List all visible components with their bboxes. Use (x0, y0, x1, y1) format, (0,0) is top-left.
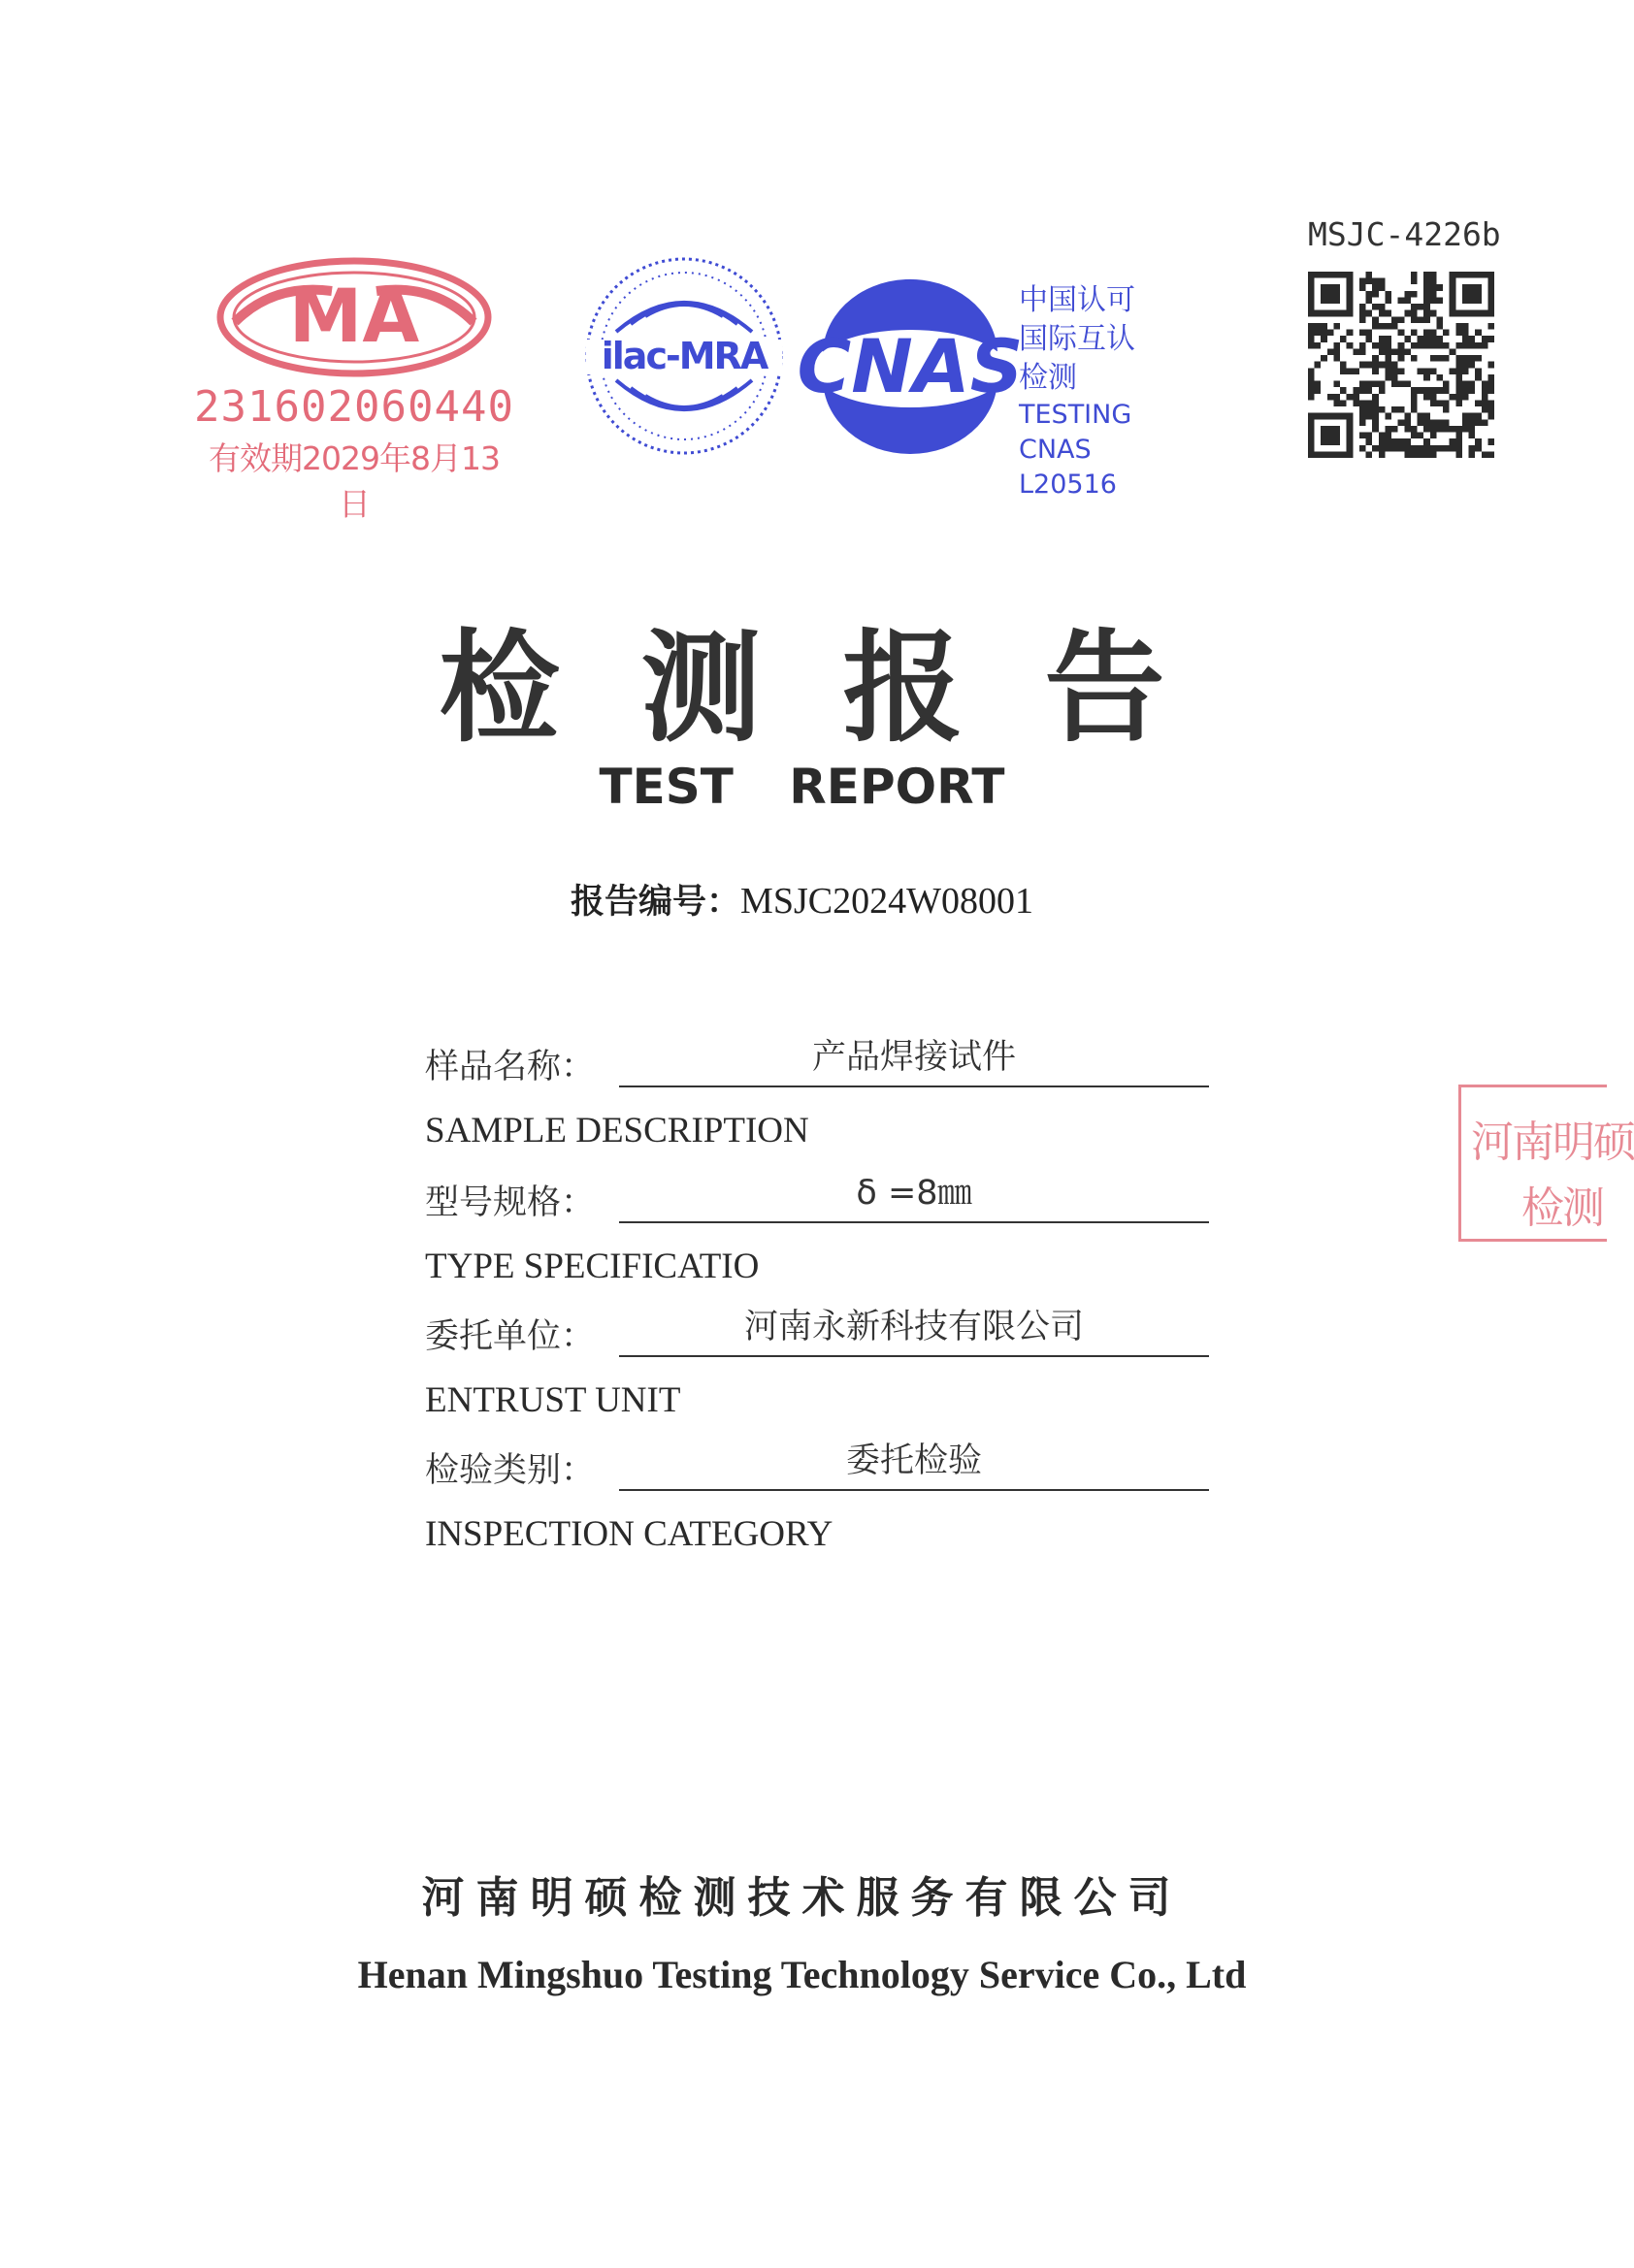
cnas-line-1: 中国认可 (1019, 283, 1135, 317)
report-number-label: 报告编号： (571, 883, 741, 922)
cnas-side-text (1019, 281, 1184, 502)
cma-logo-icon (215, 254, 493, 380)
company-name: 河南明硕检测技术服务有限公司 (421, 1873, 1183, 1923)
field-label-en: INSPECTION CATEGORY (425, 1514, 833, 1554)
field-label: 样品名称： (425, 1048, 596, 1086)
field-label: 委托单位： (425, 1317, 596, 1356)
qr-code-icon (1308, 272, 1494, 458)
cnas-line-5: CNAS L20516 (1019, 435, 1117, 500)
field-label-en: SAMPLE DESCRIPTION (425, 1111, 809, 1150)
company-name-en: Henan Mingshuo Testing Technology Service Co., Ltd (357, 1953, 1247, 1996)
field-underline (619, 1221, 1209, 1223)
page-title: 检测报告 (439, 618, 1247, 759)
ilac-text: ilac-MRA (601, 335, 768, 377)
cnas-line-4: TESTING (1019, 400, 1132, 430)
field-value: 产品焊接试件 (811, 1038, 1016, 1077)
field-label-en: ENTRUST UNIT (425, 1380, 681, 1420)
field-label: 检验类别： (425, 1451, 596, 1490)
cnas-line-2: 国际互认 (1019, 322, 1135, 356)
cma-validity: 有效期2029年8月13日 (209, 439, 500, 523)
seal-line-2: 检测 (1521, 1183, 1603, 1233)
field-value: δ =8㎜ (856, 1174, 972, 1213)
report-number (0, 875, 1604, 923)
field-value: 河南永新科技有限公司 (743, 1308, 1084, 1346)
field-underline (619, 1355, 1209, 1357)
field-value: 委托检验 (845, 1442, 982, 1480)
cma-logo-text: MA (288, 273, 420, 359)
document-code: MSJC-4226b (1308, 215, 1501, 253)
field-label-en: TYPE SPECIFICATIO (425, 1247, 760, 1286)
cnas-line-3: 检测 (1019, 361, 1077, 395)
ilac-mra-logo (582, 254, 786, 458)
field-underline (619, 1085, 1209, 1087)
cnas-text: CNAS (797, 323, 1024, 409)
report-number-value: MSJC2024W08001 (740, 881, 1033, 922)
cma-number: 231602060440 (194, 382, 514, 432)
seal-line-1: 河南明硕 (1471, 1118, 1634, 1167)
cma-stamp (194, 254, 514, 523)
page-title-en: TEST REPORT (599, 759, 1005, 815)
ilac-globe-icon (582, 254, 786, 458)
field-label: 型号规格： (425, 1183, 596, 1222)
cnas-logo (794, 272, 1027, 456)
cnas-emblem-icon (794, 272, 1027, 456)
field-underline (619, 1489, 1209, 1491)
company-seal-partial (1458, 1085, 1634, 1242)
